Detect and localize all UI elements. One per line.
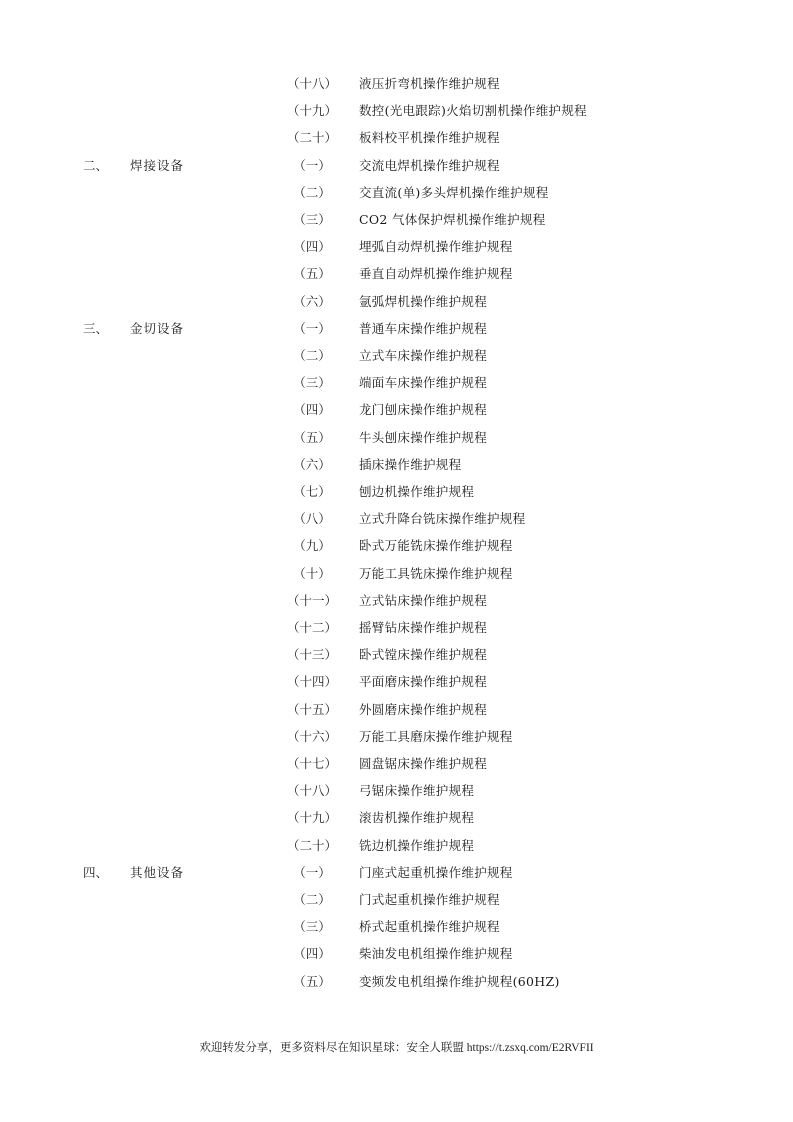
item-title[interactable]: 变频发电机组操作维护规程(60HZ) <box>359 974 560 989</box>
item-number: （五） <box>293 430 331 445</box>
toc-row <box>0 917 793 937</box>
item-number: （十九） <box>286 810 337 825</box>
item-title[interactable]: 普通车床操作维护规程 <box>359 321 488 336</box>
toc-row <box>0 319 793 339</box>
item-title[interactable]: 弓锯床操作维护规程 <box>359 783 475 798</box>
item-number: （四） <box>293 239 331 254</box>
item-title[interactable]: 摇臂钻床操作维护规程 <box>359 620 488 635</box>
toc-row <box>0 645 793 665</box>
item-title[interactable]: 卧式镗床操作维护规程 <box>359 647 488 662</box>
toc-row <box>0 672 793 692</box>
item-number: （十一） <box>286 593 337 608</box>
toc-row <box>0 618 793 638</box>
item-title[interactable]: 端面车床操作维护规程 <box>359 375 488 390</box>
toc-row <box>0 156 793 176</box>
toc-row <box>0 128 793 148</box>
item-title[interactable]: 板料校平机操作维护规程 <box>359 130 500 145</box>
toc-row <box>0 808 793 828</box>
item-number: （二） <box>293 348 331 363</box>
section-number: 二、 <box>83 158 109 173</box>
toc-row <box>0 373 793 393</box>
item-number: （十八） <box>286 783 337 798</box>
item-number: （三） <box>293 212 331 227</box>
item-title[interactable]: 铣边机操作维护规程 <box>359 838 475 853</box>
toc-row <box>0 564 793 584</box>
item-title[interactable]: 牛头刨床操作维护规程 <box>359 430 488 445</box>
item-title[interactable]: 外圆磨床操作维护规程 <box>359 702 488 717</box>
item-number: （十九） <box>286 103 337 118</box>
toc-row <box>0 482 793 502</box>
item-number: （二十） <box>286 130 337 145</box>
item-title[interactable]: 插床操作维护规程 <box>359 457 462 472</box>
item-title[interactable]: 立式车床操作维护规程 <box>359 348 488 363</box>
toc-row <box>0 183 793 203</box>
toc-row <box>0 264 793 284</box>
item-title[interactable]: 卧式万能铣床操作维护规程 <box>359 538 513 553</box>
item-number: （九） <box>293 538 331 553</box>
section-title: 焊接设备 <box>130 158 185 173</box>
item-title[interactable]: 桥式起重机操作维护规程 <box>359 919 500 934</box>
section-title: 其他设备 <box>130 865 185 880</box>
item-title[interactable]: 液压折弯机操作维护规程 <box>359 76 500 91</box>
item-number: （五） <box>293 266 331 281</box>
item-number: （二十） <box>286 838 337 853</box>
item-number: （三） <box>293 919 331 934</box>
toc-row <box>0 972 793 992</box>
item-number: （十四） <box>286 674 337 689</box>
toc-row <box>0 727 793 747</box>
item-title[interactable]: 刨边机操作维护规程 <box>359 484 475 499</box>
item-number: （十三） <box>286 647 337 662</box>
toc-row <box>0 781 793 801</box>
toc-row <box>0 536 793 556</box>
item-title[interactable]: 埋弧自动焊机操作维护规程 <box>359 239 513 254</box>
item-number: （一） <box>293 321 331 336</box>
toc-row <box>0 455 793 475</box>
item-number: （六） <box>293 457 331 472</box>
toc-row <box>0 292 793 312</box>
toc-row <box>0 237 793 257</box>
section-number: 三、 <box>83 321 109 336</box>
section-title: 金切设备 <box>130 321 185 336</box>
item-number: （一） <box>293 865 331 880</box>
item-number: （八） <box>293 511 331 526</box>
item-number: （四） <box>293 946 331 961</box>
item-title[interactable]: 圆盘锯床操作维护规程 <box>359 756 488 771</box>
toc-row <box>0 591 793 611</box>
toc-row <box>0 944 793 964</box>
item-title[interactable]: 滚齿机操作维护规程 <box>359 810 475 825</box>
toc-row <box>0 754 793 774</box>
toc-row <box>0 836 793 856</box>
item-number: （十八） <box>286 76 337 91</box>
item-number: （二） <box>293 892 331 907</box>
toc-row <box>0 863 793 883</box>
toc-row <box>0 74 793 94</box>
item-number: （十五） <box>286 702 337 717</box>
item-title[interactable]: 立式升降台铣床操作维护规程 <box>359 511 526 526</box>
item-number: （六） <box>293 294 331 309</box>
item-number: （十七） <box>286 756 337 771</box>
item-title[interactable]: 万能工具铣床操作维护规程 <box>359 566 513 581</box>
toc-row <box>0 890 793 910</box>
item-number: （十六） <box>286 729 337 744</box>
item-number: （一） <box>293 158 331 173</box>
item-number: （二） <box>293 185 331 200</box>
item-title[interactable]: 氩弧焊机操作维护规程 <box>359 294 488 309</box>
toc-row <box>0 700 793 720</box>
item-number: （五） <box>293 974 331 989</box>
section-number: 四、 <box>83 865 109 880</box>
item-title[interactable]: 平面磨床操作维护规程 <box>359 674 488 689</box>
item-title[interactable]: 数控(光电跟踪)火焰切割机操作维护规程 <box>359 103 587 118</box>
footer-note: 欢迎转发分享，更多资料尽在知识星球：安全人联盟 https://t.zsxq.com/E2RVFII <box>199 1042 594 1054</box>
item-number: （十） <box>293 566 331 581</box>
item-title[interactable]: 门式起重机操作维护规程 <box>359 892 500 907</box>
toc-row <box>0 210 793 230</box>
item-title[interactable]: 交流电焊机操作维护规程 <box>359 158 500 173</box>
item-number: （三） <box>293 375 331 390</box>
item-number: （十二） <box>286 620 337 635</box>
item-title[interactable]: 门座式起重机操作维护规程 <box>359 865 513 880</box>
item-title[interactable]: 柴油发电机组操作维护规程 <box>359 946 513 961</box>
item-title[interactable]: 交直流(单)多头焊机操作维护规程 <box>359 185 549 200</box>
item-number: （七） <box>293 484 331 499</box>
item-title[interactable]: 立式钻床操作维护规程 <box>359 593 488 608</box>
toc-row <box>0 346 793 366</box>
toc-row <box>0 428 793 448</box>
item-title[interactable]: 龙门刨床操作维护规程 <box>359 402 488 417</box>
toc-row <box>0 400 793 420</box>
item-title[interactable]: CO2 气体保护焊机操作维护规程 <box>359 212 546 227</box>
item-title[interactable]: 垂直自动焊机操作维护规程 <box>359 266 513 281</box>
item-number: （四） <box>293 402 331 417</box>
toc-row <box>0 509 793 529</box>
item-title[interactable]: 万能工具磨床操作维护规程 <box>359 729 513 744</box>
toc-row <box>0 101 793 121</box>
